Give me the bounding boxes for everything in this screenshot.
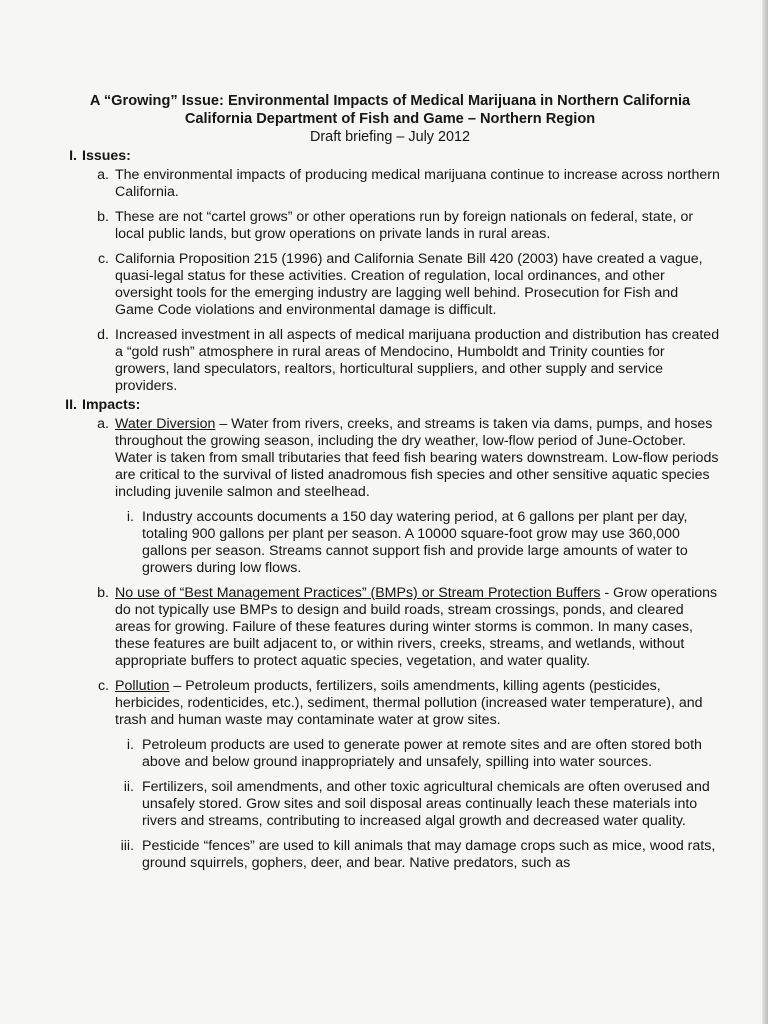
item-marker: c. xyxy=(97,251,109,267)
section-number: I. xyxy=(69,148,77,164)
item-heading: No use of “Best Management Practices” (BMPs) or Stream Protection Buffers xyxy=(115,585,601,601)
item-text: – Water from rivers, creeks, and streams is taken via dams, pumps, and hoses throughout the growing season, including the dry weather, low-flow period of June-October. Water is taken from small tributaries that feed fish bearing waters downstream. Low-flow periods are critical to the survival of listed anadromous fish species and other sensitive aquatic species including juvenile salmon and steelhead. xyxy=(115,416,719,500)
section-issues-heading xyxy=(60,148,768,166)
item-heading: Water Diversion xyxy=(115,416,216,432)
subitem-marker: ii. xyxy=(123,779,134,795)
document-body xyxy=(0,92,768,872)
item-marker: a. xyxy=(97,167,109,183)
item-marker: a. xyxy=(97,416,109,432)
item-text: California Proposition 215 (1996) and California Senate Bill 420 (2003) have created a vague, quasi-legal status for these activities. Creation of regulation, local ordinances, and other oversight tools for the emerging industry are lagging well behind. Prosecution for Fish and Game Code violations and environmental damage is difficult. xyxy=(115,251,703,318)
item-text: – Petroleum products, fertilizers, soils amendments, killing agents (pesticides, herbicides, rodenticides, etc.), sediment, thermal pollution (increased water temperature), and trash and human waste may contaminate water at grow sites. xyxy=(115,678,703,728)
section-label: Issues: xyxy=(82,148,131,164)
subitem-marker: iii. xyxy=(120,838,134,854)
item-text: - Grow operations do not typically use BMPs to design and build roads, stream crossings, ponds, and cleared areas for growing. Failure of these features during winter storms is common. In many cases, these features are built adjacent to, or within rivers, creeks, streams, and wetlands, without appropriate buffers to protect aquatic species, vegetation, and water quality. xyxy=(115,585,718,669)
impact-subitem-petroleum xyxy=(126,737,717,771)
issue-item-a xyxy=(97,167,720,201)
impact-subitem-fertilizers xyxy=(123,779,717,830)
impact-item-water-diversion xyxy=(97,416,720,501)
issue-item-b xyxy=(97,209,720,243)
item-text: These are not “cartel grows” or other operations run by foreign nationals on federal, state, or local public lands, but grow operations on private lands in rural areas. xyxy=(115,209,694,242)
impact-item-bmps xyxy=(97,585,720,670)
document-title: A “Growing” Issue: Environmental Impacts of Medical Marijuana in Northern California xyxy=(89,93,691,109)
item-text: The environmental impacts of producing medical marijuana continue to increase across northern California. xyxy=(115,167,720,200)
subitem-text: Industry accounts documents a 150 day watering period, at 6 gallons per plant per day, totaling 900 gallons per plant per season. A 10000 square-foot grow may use 360,000 gallons per season. Streams cannot support fish and provide large amounts of water to growers during low flows. xyxy=(142,509,688,576)
subitem-marker: i. xyxy=(126,737,134,753)
item-heading: Pollution xyxy=(115,678,170,694)
impact-subitem-watering-period xyxy=(126,509,717,577)
section-impacts-heading xyxy=(52,397,768,415)
item-marker: b. xyxy=(97,585,109,601)
subitem-text: Fertilizers, soil amendments, and other toxic agricultural chemicals are often overused and unsafely stored. Grow sites and soil disposal areas continually leach these materials into rivers and streams, contributing to increased algal growth and decreased water quality. xyxy=(142,779,710,829)
issue-item-d xyxy=(97,327,720,395)
section-number: II. xyxy=(65,397,77,413)
impact-item-pollution xyxy=(97,678,720,729)
item-marker: d. xyxy=(97,327,109,343)
item-text: Increased investment in all aspects of medical marijuana production and distribution has created a “gold rush” atmosphere in rural areas of Mendocino, Humboldt and Trinity counties for growers, land speculators, realtors, horticultural suppliers, and other supply and service providers. xyxy=(115,327,720,394)
subitem-text: Petroleum products are used to generate power at remote sites and are often stored both above and below ground inappropriately and unsafely, spilling into water sources. xyxy=(142,737,702,770)
issue-item-c xyxy=(97,251,720,319)
impact-subitem-pesticide-fences xyxy=(120,838,717,872)
subitem-marker: i. xyxy=(126,509,134,525)
item-marker: b. xyxy=(97,209,109,225)
item-marker: c. xyxy=(97,678,109,694)
section-label: Impacts: xyxy=(82,397,141,413)
subitem-text: Pesticide “fences” are used to kill animals that may damage crops such as mice, wood rats, ground squirrels, gophers, deer, and bear. Native predators, such as xyxy=(142,838,716,871)
document-organization: California Department of Fish and Game – Northern Region xyxy=(184,111,596,127)
document-subtitle: Draft briefing – July 2012 xyxy=(310,129,470,145)
